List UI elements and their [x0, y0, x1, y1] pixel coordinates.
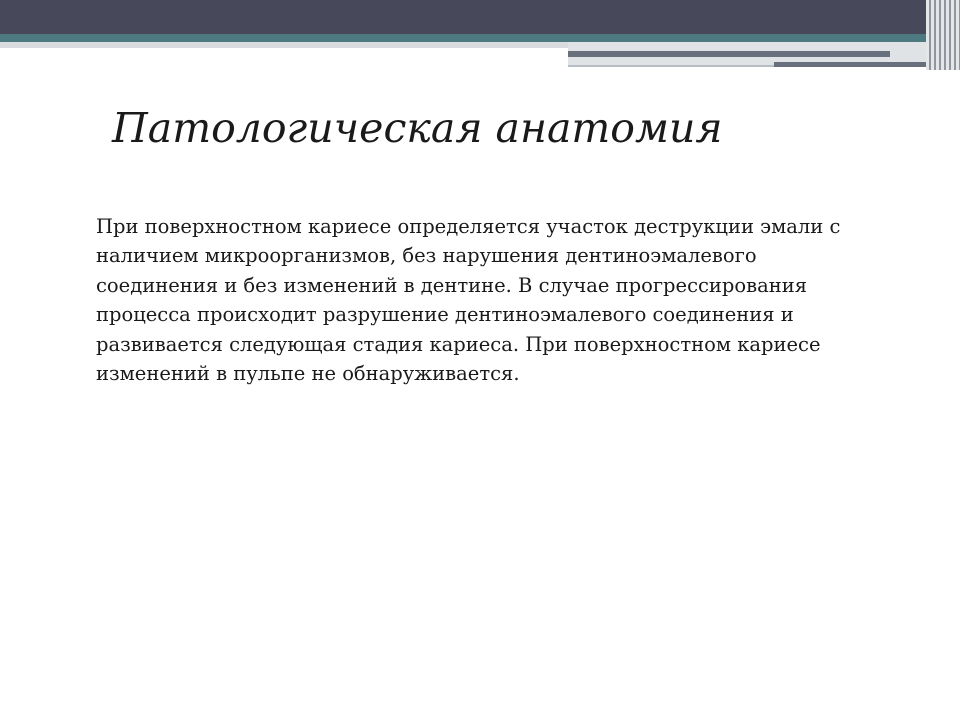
header-accent-line-upper	[568, 51, 890, 57]
header-band-grey	[0, 42, 568, 48]
slide-body-text: При поверхностном кариесе определяется участок деструкции эмали с наличием микроорганизмов, без нарушения дентиноэмалевого соединения и без изменений в дентине. В случае прогрессирования процесса происходит разрушение дентиноэмалевого соединения и развивается следующая стадия кариеса. При поверхностном кариесе изменений в пульпе не обнаруживается.	[96, 215, 841, 386]
header-accent-line-thin	[568, 65, 774, 67]
header-stripes-decoration	[926, 0, 960, 70]
header-band-teal	[0, 34, 960, 42]
header-accent-line-lower	[774, 62, 944, 67]
header-band-dark	[0, 0, 960, 34]
slide-title: Патологическая анатомия	[112, 104, 723, 152]
